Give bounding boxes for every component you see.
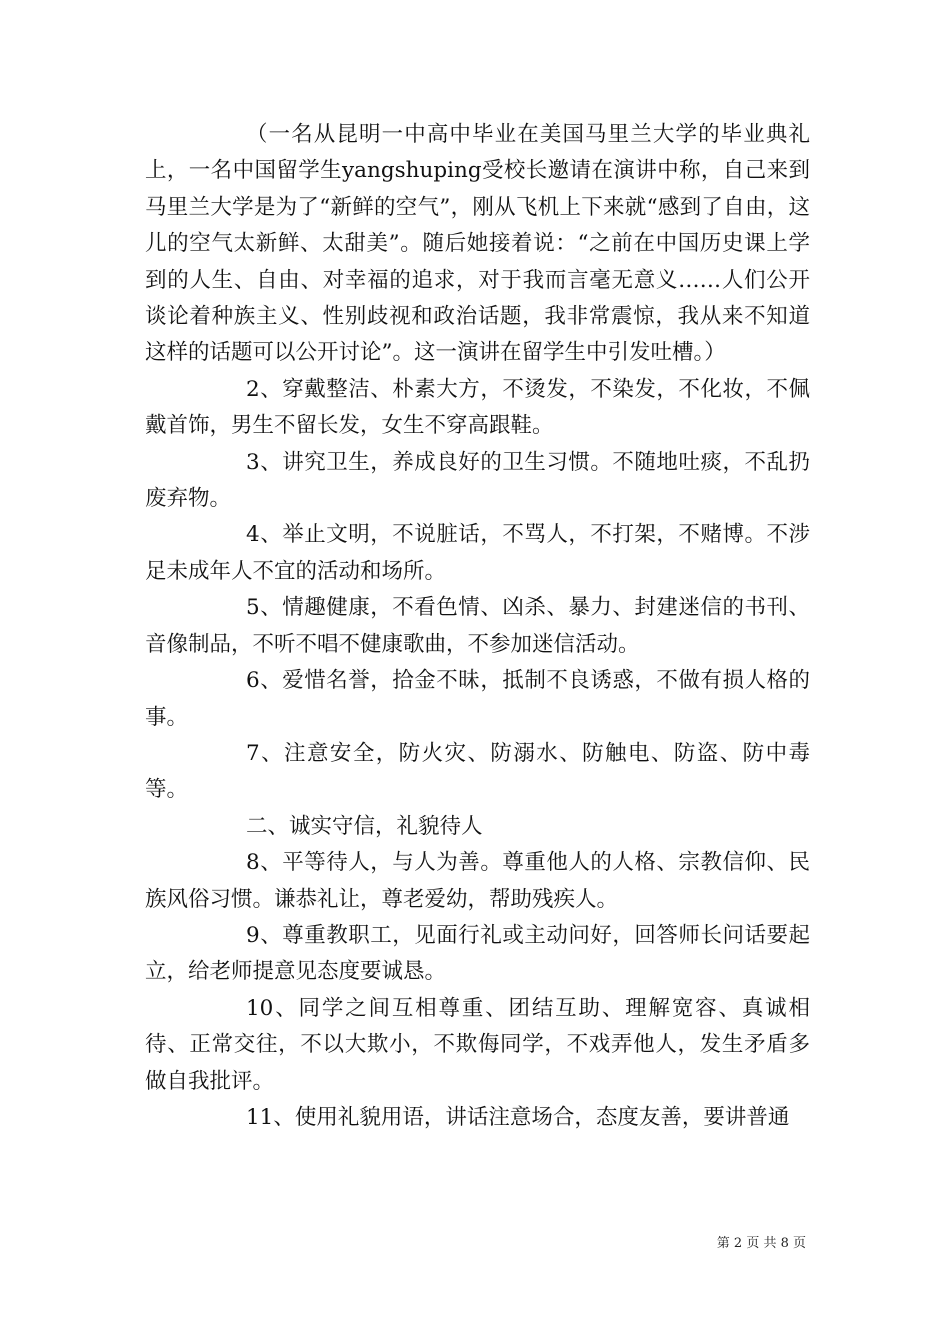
document-body <box>145 117 810 1136</box>
paragraph-rule-11: 11、使用礼貌用语，讲话注意场合，态度友善，要讲普通 <box>246 1104 790 1130</box>
paragraph-rule-7: 7、注意安全，防火灾、防溺水、防触电、防盗、防中毒等。 <box>145 740 810 803</box>
section-heading-2: 二、诚实守信，礼貌待人 <box>246 813 483 839</box>
paragraph-rule-3: 3、讲究卫生，养成良好的卫生习惯。不随地吐痰，不乱扔废弃物。 <box>145 449 810 512</box>
paragraph-rule-4: 4、举止文明，不说脏话，不骂人，不打架，不赌博。不涉足未成年人不宜的活动和场所。 <box>145 522 810 584</box>
paragraph-rule-9: 9、尊重教职工，见面行礼或主动问好，回答师长问话要起立，给老师提意见态度要诚恳。 <box>145 922 810 985</box>
paragraph-rule-5: 5、情趣健康，不看色情、凶杀、暴力、封建迷信的书刊、音像制品，不听不唱不健康歌曲，不参加迷信活动。 <box>145 595 810 657</box>
paragraph-intro-quote: （一名从昆明一中高中毕业在美国马里兰大学的毕业典礼上，一名中国留学生yangshuping受校长邀请在演讲中称，自己来到马里兰大学是为了“新鲜的空气”，刚从飞机上下来就“感到了自由，这儿的空气太新鲜、太甜美”。随后她接着说：“之前在中国历史课上学到的人生、自由、对幸福的追求，对于我而言毫无意义……人们公开谈论着种族主义、性别歧视和政治话题，我非常震惊，我从来不知道这样的话题可以公开讨论”。这一演讲在留学生中引发吐槽。） <box>145 122 810 366</box>
paragraph-rule-2: 2、穿戴整洁、朴素大方，不烫发，不染发，不化妆，不佩戴首饰，男生不留长发，女生不穿高跟鞋。 <box>145 376 810 439</box>
paragraph-rule-8: 8、平等待人，与人为善。尊重他人的人格、宗教信仰、民族风俗习惯。谦恭礼让，尊老爱幼，帮助残疾人。 <box>145 850 810 912</box>
paragraph-rule-6: 6、爱惜名誉，拾金不昧，抵制不良诱惑，不做有损人格的事。 <box>145 668 810 730</box>
paragraph-rule-10: 10、同学之间互相尊重、团结互助、理解宽容、真诚相待、正常交往，不以大欺小，不欺侮同学，不戏弄他人，发生矛盾多做自我批评。 <box>145 995 810 1094</box>
page-number-footer: 第 2 页 共 8 页 <box>716 1236 806 1251</box>
